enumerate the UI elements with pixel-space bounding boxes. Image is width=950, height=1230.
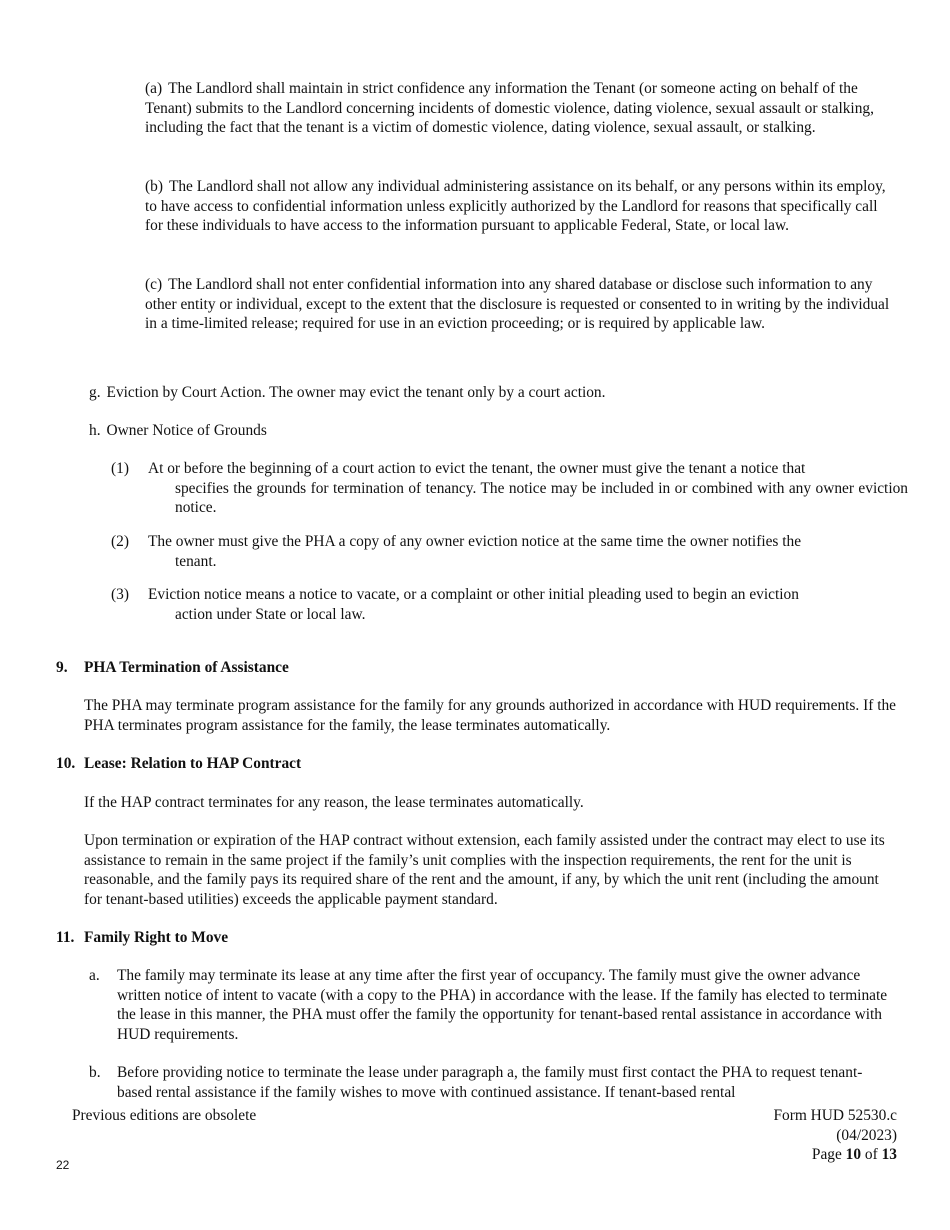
- section-11-heading: 11. Family Right to Move: [56, 929, 229, 946]
- footer-form-info: [773, 1106, 897, 1165]
- section-10-heading: 10. Lease: Relation to HAP Contract: [56, 755, 302, 772]
- notice-item-2: (2) The owner must give the PHA a copy of any owner eviction notice at the same time the owner notifies the tenant.: [111, 533, 802, 570]
- section-10-paragraph-1: If the HAP contract terminates for any reason, the lease terminates automatically.: [84, 794, 584, 811]
- confidentiality-paragraph-b: (b) The Landlord shall not allow any individual administering assistance on its behalf, or any persons within its employ, to have access to confidential information unless explicitly authorized by the Landlord for reasons that specifically call for these individuals to have access to the information pursuant to applicable Federal, State, or local law.: [145, 178, 886, 235]
- sheet-number: 22: [56, 1158, 70, 1172]
- confidentiality-paragraph-a: (a) The Landlord shall maintain in strict confidence any information the Tenant (or someone acting on behalf of the Tenant) submits to the Landlord concerning incidents of domestic violence, dating violence, sexual assault or stalking, including the fact that the tenant is a victim of domestic violence, dating violence, sexual assault, or stalking.: [145, 80, 874, 137]
- item-g: g. Eviction by Court Action. The owner may evict the tenant only by a court action.: [89, 384, 606, 401]
- section-9-text: The PHA may terminate program assistance for the family for any grounds authorized in accordance with HUD requirements. If the PHA terminates program assistance for the family, the lease terminates automatically.: [84, 697, 897, 734]
- footer-obsolete-note: Previous editions are obsolete: [72, 1107, 257, 1124]
- item-h: h. Owner Notice of Grounds: [89, 422, 267, 439]
- notice-item-3: (3) Eviction notice means a notice to vacate, or a complaint or other initial pleading used to begin an eviction action under State or local law.: [111, 586, 799, 623]
- section-11-item-a: a. The family may terminate its lease at any time after the first year of occupancy. The family must give the owner advance written notice of intent to vacate (with a copy to the PHA) in accordance with the lease. If the family has elected to terminate the lease in this manner, the PHA must offer the family the opportunity for tenant-based rental assistance in accordance with HUD requirements.: [89, 967, 888, 1043]
- notice-item-1: (1) At or before the beginning of a court action to evict the tenant, the owner must give the tenant a notice that specifies the grounds for termination of tenancy. The notice may be included in or combined with any owner eviction notice.: [111, 460, 908, 517]
- footer-form-date: (04/2023): [836, 1126, 897, 1144]
- footer-page-number: Page 10 of 13: [811, 1146, 897, 1164]
- section-9-heading: 9. PHA Termination of Assistance: [56, 659, 289, 676]
- footer-form-number: Form HUD 52530.c: [773, 1107, 897, 1124]
- section-11-item-b: b. Before providing notice to terminate the lease under paragraph a, the family must first contact the PHA to request tenant-based rental assistance if the family wishes to move with continued assistance. If tenant-based rental: [89, 1064, 863, 1101]
- confidentiality-paragraph-c: (c) The Landlord shall not enter confidential information into any shared database or disclose such information to any other entity or individual, except to the extent that the disclosure is requested or consented to in writing by the individual in a time-limited release; required for use in an eviction proceeding; or is required by applicable law.: [145, 276, 890, 333]
- section-10-paragraph-2: Upon termination or expiration of the HAP contract without extension, each family assisted under the contract may elect to use its assistance to remain in the same project if the family’s unit complies with the inspection requirements, the rent for the unit is reasonable, and the family pays its required share of the rent and the amount, if any, by which the unit rent (including the amount for tenant-based utilities) exceeds the applicable payment standard.: [84, 832, 885, 908]
